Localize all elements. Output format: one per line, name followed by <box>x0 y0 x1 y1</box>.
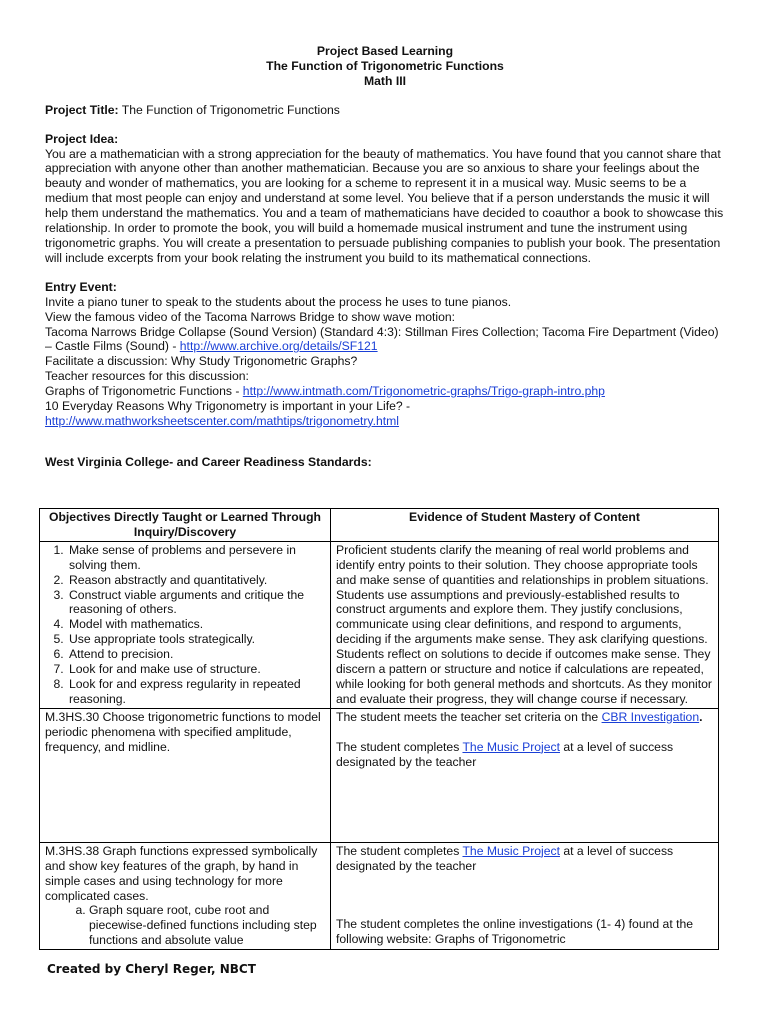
evidence-span: The student meets the teacher set criteria on the <box>336 709 602 724</box>
evidence-text <box>336 710 713 725</box>
table-row <box>40 541 719 708</box>
cbr-investigation-link[interactable]: CBR Investigation <box>601 709 700 724</box>
evidence-text <box>336 844 713 874</box>
list-item: 3. Construct viable arguments and critique the reasoning of others. <box>67 588 325 618</box>
list-item: 6. Attend to precision. <box>67 647 325 662</box>
table-header-row <box>40 509 719 542</box>
evidence-span: at a level of success designated by the teacher <box>336 843 674 873</box>
music-project-link[interactable]: The Music Project <box>462 739 560 754</box>
project-title-label: Project Title: <box>45 102 119 117</box>
project-idea-label: Project Idea: <box>45 131 119 146</box>
list-item: a. Graph square root, cube root and piecewise-defined functions including step functions and absolute value <box>89 903 325 948</box>
resource-text: 10 Everyday Reasons Why Trigonometry is important in your Life? - <box>45 399 411 414</box>
table-row <box>40 708 719 842</box>
evidence-span: The student completes <box>336 739 463 754</box>
entry-event-line: Invite a piano tuner to speak to the students about the process he uses to tune pianos. <box>45 294 512 309</box>
header-subtitle: The Function of Trigonometric Functions <box>266 58 504 73</box>
archive-link[interactable]: http://www.archive.org/details/SF121 <box>179 339 378 354</box>
header-title: Project Based Learning <box>316 44 454 58</box>
standards-heading: West Virginia College- and Career Readiness Standards: <box>45 454 372 469</box>
evidence-span: The student completes <box>336 843 463 858</box>
project-title <box>45 103 725 118</box>
project-title-value: The Function of Trigonometric Functions <box>121 102 340 117</box>
list-item: 7. Look for and make use of structure. <box>67 662 325 677</box>
practices-evidence-cell: Proficient students clarify the meaning of real world problems and identify entry points to their solution. They choose appropriate tools and make sense of quantities and relationships in problem situations. Students use assumptions and previously-established results to construct arguments and explore them. They justify conclusions, communicate using clear definitions, and respond to arguments, deciding if the arguments make sense. They ask clarifying questions. Students reflect on solutions to decide if outcomes make sense. They discern a pattern or structure and notice if calculations are repeated, while looking for both general methods and shortcuts. As they monitor and evaluate their progress, they will change course if necessary. <box>331 541 719 708</box>
entry-event-line: Teacher resources for this discussion: <box>45 369 249 384</box>
footer-credit: Created by Cheryl Reger, NBCT <box>47 962 256 976</box>
objective-sublist <box>45 903 325 948</box>
evidence-text: The student completes the online investigations (1- 4) found at the following website: Graphs of Trigonometric <box>336 916 694 946</box>
objective-text: M.3HS.38 Graph functions expressed symbolically and show key features of the graph, by hand in simple cases and using technology for more complicated cases. <box>45 843 318 903</box>
entry-event-line <box>45 399 725 429</box>
document-page <box>45 44 725 470</box>
mathworksheets-link[interactable]: http://www.mathworksheetscenter.com/mathtips/trigonometry.html <box>45 413 400 428</box>
objectives-header: Objectives Directly Taught or Learned Through Inquiry/Discovery <box>40 509 331 542</box>
tacoma-video-text: Tacoma Narrows Bridge Collapse (Sound Version) (Standard 4:3): Stillman Fires Collection; Tacoma Fire Department (Video) – Castle Films (Sound) - <box>45 324 719 354</box>
evidence-text <box>336 740 713 770</box>
list-item: 5. Use appropriate tools strategically. <box>67 632 325 647</box>
table-row <box>40 842 719 949</box>
evidence-period: . <box>699 709 703 724</box>
evidence-header: Evidence of Student Mastery of Content <box>331 509 719 542</box>
evidence-cell <box>331 708 719 842</box>
project-idea-text: You are a mathematician with a strong appreciation for the beauty of mathematics. You have found that you cannot share that appreciation with anyone other than another mathematician. Because you are so anxious to share your feelings about the beauty and wonder of mathematics, you are looking for a scheme to represent it in a musical way. Music seems to be a medium that most people can enjoy and understand at some level. You believe that if a person understands the music it will help them understand the mathematics. You and a team of mathematicians have decided to coauthor a book to showcase this relationship. In order to promote the book, you will build a homemade musical instrument and tune the instrument using trigonometric graphs. You will create a presentation to persuade publishing companies to publish your book. The presentation will include excerpts from your book relating the instrument you build to its mathematical connections. <box>45 146 724 265</box>
list-item: 8. Look for and express regularity in repeated reasoning. <box>67 677 325 707</box>
list-item: 1. Make sense of problems and persevere in solving them. <box>67 543 325 573</box>
list-item: 2. Reason abstractly and quantitatively. <box>67 573 325 588</box>
standards-table <box>39 508 719 950</box>
entry-event-line <box>45 325 725 355</box>
entry-event-line: View the famous video of the Tacoma Narrows Bridge to show wave motion: <box>45 309 456 324</box>
evidence-cell <box>331 842 719 949</box>
entry-event-line: Facilitate a discussion: Why Study Trigonometric Graphs? <box>45 354 358 369</box>
music-project-link[interactable]: The Music Project <box>462 843 560 858</box>
objective-cell: M.3HS.30 Choose trigonometric functions to model periodic phenomena with specified amplitude, frequency, and midline. <box>40 708 331 842</box>
header-course: Math III <box>364 73 406 88</box>
intmath-link[interactable]: http://www.intmath.com/Trigonometric-graphs/Trigo-graph-intro.php <box>242 384 605 399</box>
list-item: 4. Model with mathematics. <box>67 617 325 632</box>
entry-event-label: Entry Event: <box>45 279 117 294</box>
evidence-span: at a level of success designated by the teacher <box>336 739 674 769</box>
resource-text: Graphs of Trigonometric Functions - <box>45 384 243 399</box>
practices-list <box>45 543 325 707</box>
objective-cell <box>40 842 331 949</box>
entry-event-line <box>45 384 725 399</box>
practices-cell <box>40 541 331 708</box>
